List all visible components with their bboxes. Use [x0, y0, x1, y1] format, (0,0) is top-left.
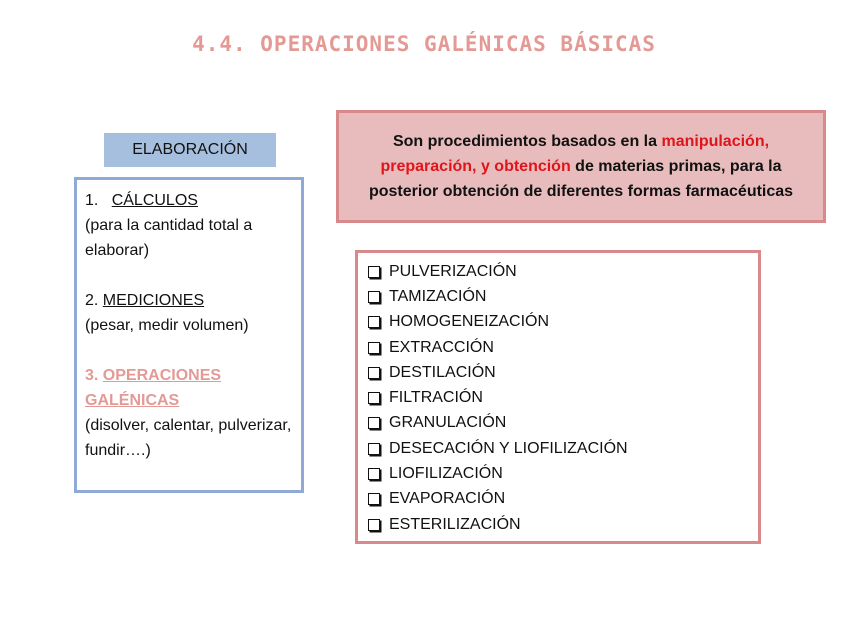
list-item: [368, 512, 748, 537]
checkbox-icon: [368, 468, 380, 480]
operation-label: TAMIZACIÓN: [389, 287, 487, 305]
definition-part1: Son procedimientos basados en la: [392, 133, 662, 150]
operation-label: HOMOGENEIZACIÓN: [389, 313, 550, 331]
step-title: MEDICIONES: [102, 292, 205, 309]
step-title: CÁLCULOS: [111, 192, 198, 209]
step-number: 1.: [85, 192, 99, 209]
step-mediciones: [85, 288, 293, 313]
list-item: [368, 259, 748, 284]
step-calculos: [85, 188, 293, 213]
definition-highlight: manipulación, preparación, y obtención: [380, 133, 770, 175]
list-item: [368, 436, 748, 461]
operation-label: PULVERIZACIÓN: [389, 262, 517, 280]
step-number: 2.: [85, 292, 99, 309]
definition-box: [336, 110, 826, 223]
checkbox-icon: [368, 519, 380, 531]
definition-text: [351, 129, 811, 204]
checkbox-icon: [368, 392, 380, 404]
checkbox-icon: [368, 342, 380, 354]
operation-label: FILTRACIÓN: [389, 389, 483, 407]
operation-label: LIOFILIZACIÓN: [389, 465, 503, 483]
step-description: (pesar, medir volumen): [85, 317, 249, 334]
operation-label: DESTILACIÓN: [389, 363, 496, 381]
checkbox-icon: [368, 493, 380, 505]
checkbox-icon: [368, 417, 380, 429]
definition-part2: de materias primas, para la posterior obtención de diferentes formas farmacéuticas: [368, 158, 794, 200]
operation-label: DESECACIÓN Y LIOFILIZACIÓN: [389, 439, 628, 457]
checkbox-icon: [368, 367, 380, 379]
step-number: 3.: [85, 367, 99, 384]
list-item: [368, 284, 748, 309]
step-description: (para la cantidad total a elaborar): [85, 217, 253, 259]
step-title: OPERACIONES GALÉNICAS: [85, 367, 222, 409]
slide-title: 4.4. OPERACIONES GALÉNICAS BÁSICAS: [192, 32, 656, 56]
operation-label: EVAPORACIÓN: [389, 490, 506, 508]
checkbox-icon: [368, 291, 380, 303]
list-item: [368, 487, 748, 512]
list-item: [368, 335, 748, 360]
list-item: [368, 360, 748, 385]
elaboracion-steps-box: [74, 177, 304, 493]
step-description: (disolver, calentar, pulverizar, fundir….): [85, 417, 292, 459]
operation-label: EXTRACCIÓN: [389, 338, 494, 356]
list-item: [368, 461, 748, 486]
elaboracion-label: ELABORACIÓN: [104, 133, 276, 167]
step-operaciones: [85, 363, 293, 413]
operations-list: [368, 259, 748, 537]
list-item: [368, 385, 748, 410]
operation-label: ESTERILIZACIÓN: [389, 515, 521, 533]
operations-list-box: [355, 250, 761, 544]
checkbox-icon: [368, 443, 380, 455]
list-item: [368, 310, 748, 335]
checkbox-icon: [368, 266, 380, 278]
checkbox-icon: [368, 316, 380, 328]
operation-label: GRANULACIÓN: [389, 414, 507, 432]
list-item: [368, 411, 748, 436]
